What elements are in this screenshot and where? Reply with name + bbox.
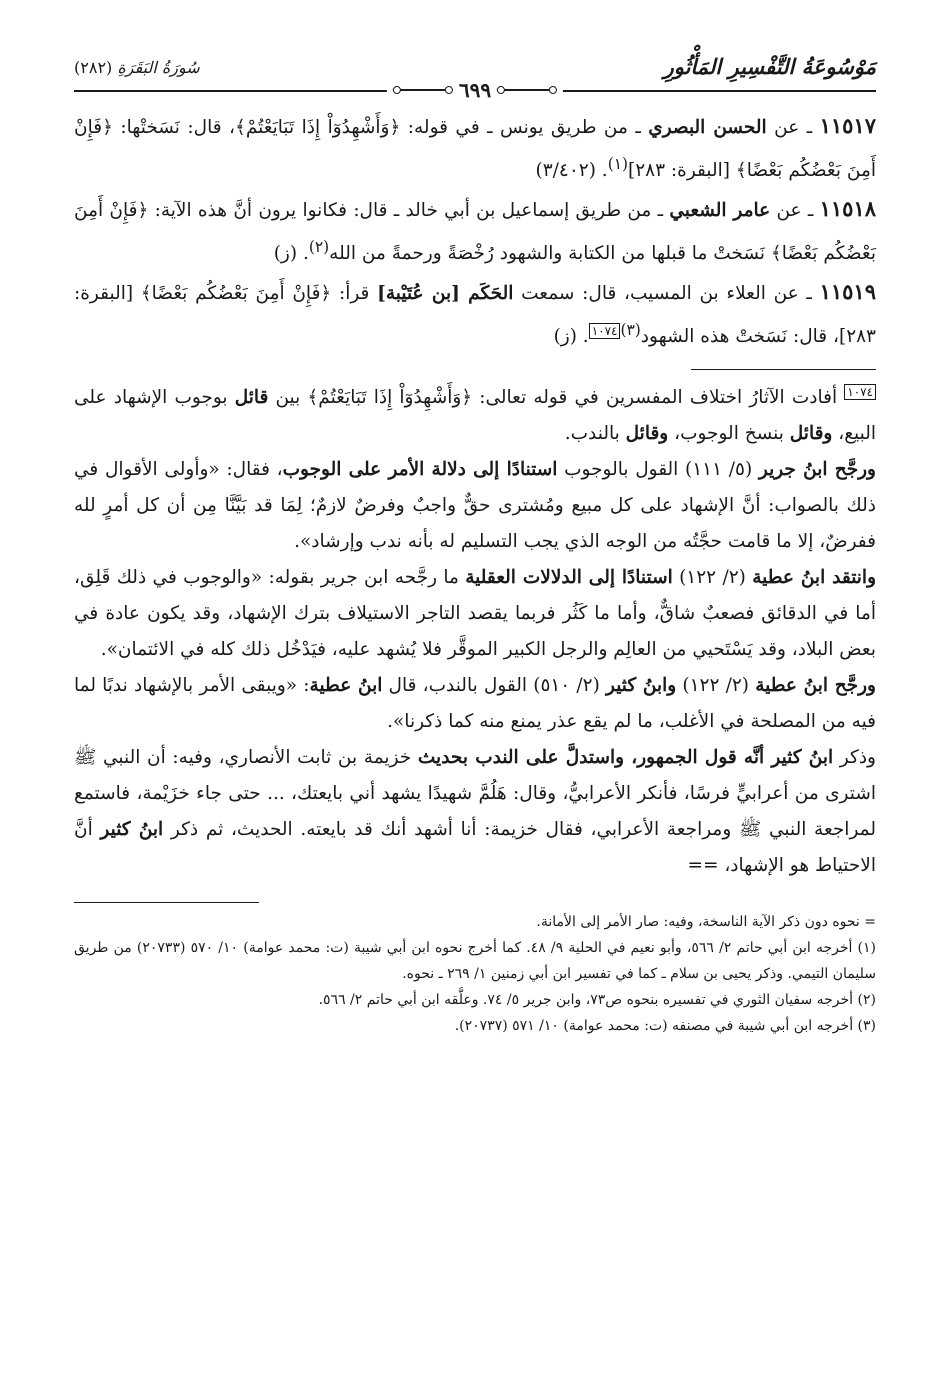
entry-number: ١١٥١٨ xyxy=(819,196,876,222)
footnote: = نحوه دون ذكر الآية الناسخة، وفيه: صار الأمر إلى الأمانة. xyxy=(536,914,876,931)
commentary-bold: وابنُ كثير xyxy=(606,675,677,697)
entry-text: . (٣/٤٠٢) xyxy=(535,160,608,182)
entry-text: ـ من طريق إسماعيل بن أبي خالد ـ قال: فكانوا يرون أنَّ هذه الآية: ﴿فَإِنْ أَمِنَ بَعْضُكُم بَعْضًا﴾ نَسَختْ ما قبلها من الكتابة والشهود رُخْصَةً ورحمةً من الله xyxy=(74,200,876,265)
commentary-text: ما رجَّحه ابن جرير بقوله: «والوجوب في ذلك قَلِق، أما في الدقائق فصعبٌ شاقٌّ، وأما ما كَثُر فربما يقصد التاجر الاستيلاف بترك الإشهاد، وقد يكون عادة في بعض البلاد، وقد يَسْتَحيي من العالِم والرجل الكبير الموقَّر فلا يُشهد عليه، فيَدْخُل ذلك كله في الائتمان». xyxy=(74,567,876,661)
footnote-ref[interactable]: (١) xyxy=(607,155,628,173)
commentary-text: (٢/ ٥١٠) القول بالندب، قال xyxy=(382,675,606,697)
footnote: (٣) أخرجه ابن أبي شيبة في مصنفه (ت: محمد عوامة) ١٠/ ٥٧١ (٢٠٧٣٧). xyxy=(454,1018,876,1035)
commentary-paragraph xyxy=(74,380,876,452)
commentary-text: بوجوب الإشهاد على البيع، xyxy=(74,387,876,445)
commentary-text: أنَّ الاحتياط هو الإشهاد، == xyxy=(74,819,876,877)
page-header xyxy=(74,50,876,102)
commentary-text: بالندب. xyxy=(564,423,626,445)
commentary-paragraph xyxy=(74,668,876,740)
commentary-text: خزيمة بن ثابت الأنصاري، وفيه: أن النبي ﷺ اشترى من أعرابيٍّ فرسًا، فأنكر الأعرابيُّ، وقال: هَلُمَّ شهيدًا يشهد أني بايعتك، ... حتى جاء خزَيْمة، فاستمع لمراجعة النبي ﷺ ومراجعة الأعرابي، فقال خزيمة: أنا أشهد أنك قد بايعته. الحديث، ثم ذكر xyxy=(74,747,876,841)
commentary-paragraph xyxy=(74,452,876,560)
page-number: ٦٩٩ xyxy=(458,78,492,102)
commentary-bold: ورجَّح ابنُ جرير xyxy=(758,459,876,481)
surah-label xyxy=(74,58,200,77)
commentary-bold: وقائل xyxy=(625,423,669,445)
narrator-name: عامر الشعبي xyxy=(669,200,771,222)
commentary-text: (٢/ ١٢٢) xyxy=(672,567,753,589)
narrator-name: الحسن البصري xyxy=(648,117,767,138)
surah-page: (٢٨٢) xyxy=(74,58,113,77)
entry-text: ـ عن xyxy=(770,200,814,222)
footnote-ref[interactable]: (٢) xyxy=(308,238,330,257)
commentary-paragraph xyxy=(74,740,876,884)
ornament-right-icon xyxy=(497,89,557,91)
commentary-bold: ورجَّح ابنُ عطية xyxy=(755,675,876,697)
entry xyxy=(74,274,876,355)
entry xyxy=(74,191,876,272)
entry-number: ١١٥١٩ xyxy=(819,279,876,305)
entry-text: ـ من طريق يونس ـ في قوله: ﴿وَأَشْهِدُوٓاْ إِذَا تَبَايَعْتُمْ﴾، قال: نَسَختْها: ﴿فَإِنْ أَمِنَ بَعْضُكُم بَعْضًا﴾ [البقرة: ٢٨٣] xyxy=(74,117,876,182)
commentary-bold: وقائل xyxy=(789,423,833,445)
commentary-ref-box[interactable]: ١٠٧٤ xyxy=(589,323,621,339)
commentary-bold: استنادًا إلى الدلالات العقلية xyxy=(465,567,673,589)
entry xyxy=(74,108,876,189)
page xyxy=(74,50,876,1039)
commentary-bold: وانتقد ابنُ عطية xyxy=(752,567,877,589)
commentary-bold: ابنُ كثير xyxy=(100,819,164,841)
entry-text: ـ عن العلاء بن المسيب، قال: سمعت xyxy=(513,283,812,305)
commentary-bold: قائل xyxy=(234,387,269,409)
entry-number: ١١٥١٧ xyxy=(819,113,876,138)
commentary-number-box: ١٠٧٤ xyxy=(844,384,876,400)
entry-text: . (ز) xyxy=(273,243,309,265)
surah-name: سُورَةُ البَقَرَةِ xyxy=(117,58,200,77)
book-title: مَوْسُوعَةُ التَّفْسِيرِ المَأْثُورِ xyxy=(663,54,876,79)
commentary-bold: ابنُ كثير أنَّه قول الجمهور، واستدلَّ على الندب بحديث xyxy=(417,747,834,769)
commentary-text: : «ويبقى الأمر بالإشهاد ندبًا لما فيه من المصلحة في الأغلب، ما لم يقع عذر يمنع منه كما ذكرنا». xyxy=(74,675,876,733)
footnote: (١) أخرجه ابن أبي حاتم ٢/ ٥٦٦، وأبو نعيم في الحلية ٩/ ٤٨. كما أخرج نحوه ابن أبي شيبة (ت: محمد عوامة) ١٠/ ٥٧٠ (٢٠٧٣٣) من طريق سليمان التيمي. وذكر يحيى بن سلام ـ كما في تفسير ابن أبي زمنين ١/ ٢٦٩ ـ نحوه. xyxy=(74,940,876,983)
ornament-left-icon xyxy=(393,89,453,91)
commentary xyxy=(74,380,876,884)
entry-text: . (ز) xyxy=(553,326,589,348)
commentary-text: ، فقال: «وأولى الأقوال في ذلك بالصواب: أنَّ الإشهاد على كل مبيع ومُشترى حقٌّ واجبٌ وفرضٌ لازمٌ؛ لِمَا قد بَيَّنَّا مِن أن كل أمرٍ لله ففرضٌ، إلا ما قامت حجَّتُه من الوجه الذي يجب التسليم له بأنه ندب وإرشاد». xyxy=(74,459,876,553)
commentary-text: أفادت الآثارُ اختلاف المفسرين في قوله تعالى: ﴿وَأَشْهِدُوٓاْ إِذَا تَبَايَعْتُمْ﴾ بين xyxy=(268,387,845,409)
page-number-ornament xyxy=(387,78,563,102)
entry-text: ـ عن xyxy=(766,117,813,138)
commentary-text: (٢/ ١٢٢) xyxy=(676,675,756,697)
athar-entries xyxy=(74,108,876,355)
footnote: (٢) أخرجه سفيان الثوري في تفسيره بنحوه ص٧٣، وابن جرير ٥/ ٧٤. وعلَّقه ابن أبي حاتم ٢/ ٥٦٦. xyxy=(318,992,876,1009)
footnotes-divider xyxy=(74,902,259,903)
commentary-bold: استنادًا إلى دلالة الأمر على الوجوب xyxy=(282,459,558,481)
commentary-bold: ابنُ عطية xyxy=(309,675,383,697)
entry-text: قرأ: ﴿فَإِنْ أَمِنَ بَعْضُكُم بَعْضًا﴾ [البقرة: ٢٨٣]، قال: نَسَختْ هذه الشهود xyxy=(74,283,876,348)
narrator-name: الحَكَم [بن عُتَيْبة] xyxy=(377,283,514,305)
commentary-paragraph xyxy=(74,560,876,668)
commentary-divider xyxy=(691,369,876,370)
footnotes xyxy=(74,909,876,1039)
commentary-text: بنسخ الوجوب، xyxy=(668,423,790,445)
footnote-ref[interactable]: (٣) xyxy=(620,321,641,340)
commentary-text: وذكر xyxy=(833,747,876,769)
commentary-text: (٥/ ١١١) القول بالوجوب xyxy=(557,459,759,481)
